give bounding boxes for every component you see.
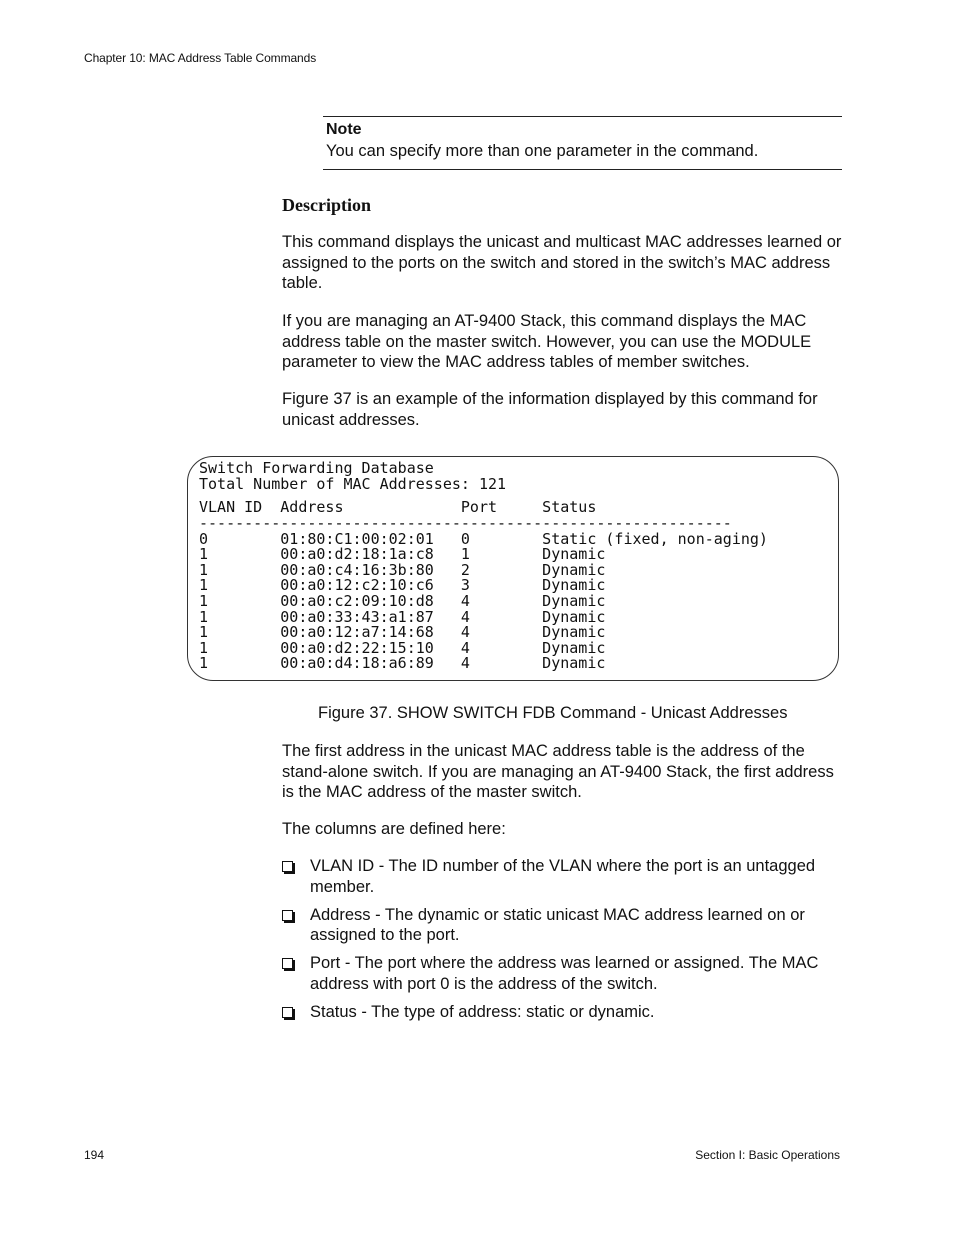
fdb-table-row: 1 00:a0:33:43:a1:87 4 Dynamic <box>199 607 606 626</box>
list-item: Port - The port where the address was learned or assigned. The MAC address with port 0 is the address of the switch. <box>282 953 847 994</box>
note-title: Note <box>326 121 362 138</box>
output-title-line: Switch Forwarding Database <box>199 459 434 477</box>
figure-caption: Figure 37. SHOW SWITCH FDB Command - Unicast Addresses <box>318 704 788 722</box>
checkbox-bullet-icon <box>282 910 293 921</box>
checkbox-bullet-icon <box>282 861 293 872</box>
fdb-table-row: 0 01:80:C1:00:02:01 0 Static (fixed, non-aging) <box>199 529 768 548</box>
fdb-table-row: 1 00:a0:d2:22:15:10 4 Dynamic <box>199 638 606 657</box>
footer-section: Section I: Basic Operations <box>695 1148 840 1162</box>
running-header: Chapter 10: MAC Address Table Commands <box>84 51 317 65</box>
page-number: 194 <box>84 1148 105 1162</box>
paragraph-3: Figure 37 is an example of the information displayed by this command for unicast addresses. <box>282 390 818 429</box>
section-heading-description: Description <box>282 195 371 215</box>
fdb-table-row: 1 00:a0:d2:18:1a:c8 1 Dynamic <box>199 545 606 564</box>
output-separator: ----------------------------------------------------------- <box>199 514 732 532</box>
paragraph-2: If you are managing an AT-9400 Stack, this command displays the MAC address table on the master switch. However, you can use the MODULE parameter to view the MAC address tables of member switches. <box>282 312 812 371</box>
column-definitions-list <box>282 856 847 1030</box>
fdb-table-row: 1 00:a0:12:c2:10:c6 3 Dynamic <box>199 576 606 595</box>
checkbox-bullet-icon <box>282 1007 293 1018</box>
output-total-line: Total Number of MAC Addresses: 121 <box>199 475 507 493</box>
output-column-headers: VLAN ID Address Port Status <box>199 498 597 516</box>
command-output-figure <box>187 456 839 681</box>
paragraph-5: The columns are defined here: <box>282 820 506 838</box>
note-text: You can specify more than one parameter in the command. <box>326 142 759 160</box>
note-box <box>323 116 842 170</box>
paragraph-1: This command displays the unicast and multicast MAC addresses learned or assigned to the ports on the switch and stored in the switch’s MAC address table. <box>282 233 842 292</box>
paragraph-4: The first address in the unicast MAC address table is the address of the stand-alone switch. If you are managing an AT-9400 Stack, the first address is the MAC address of the master switch. <box>282 742 834 801</box>
list-item: Status - The type of address: static or dynamic. <box>282 1002 847 1023</box>
checkbox-bullet-icon <box>282 958 293 969</box>
fdb-table-row: 1 00:a0:c2:09:10:d8 4 Dynamic <box>199 591 606 610</box>
list-item: VLAN ID - The ID number of the VLAN where the port is an untagged member. <box>282 856 847 897</box>
fdb-table-row: 1 00:a0:d4:18:a6:89 4 Dynamic <box>199 654 606 673</box>
list-item: Address - The dynamic or static unicast MAC address learned on or assigned to the port. <box>282 905 847 946</box>
fdb-table-row: 1 00:a0:c4:16:3b:80 2 Dynamic <box>199 560 606 579</box>
fdb-table-row: 1 00:a0:12:a7:14:68 4 Dynamic <box>199 623 606 642</box>
